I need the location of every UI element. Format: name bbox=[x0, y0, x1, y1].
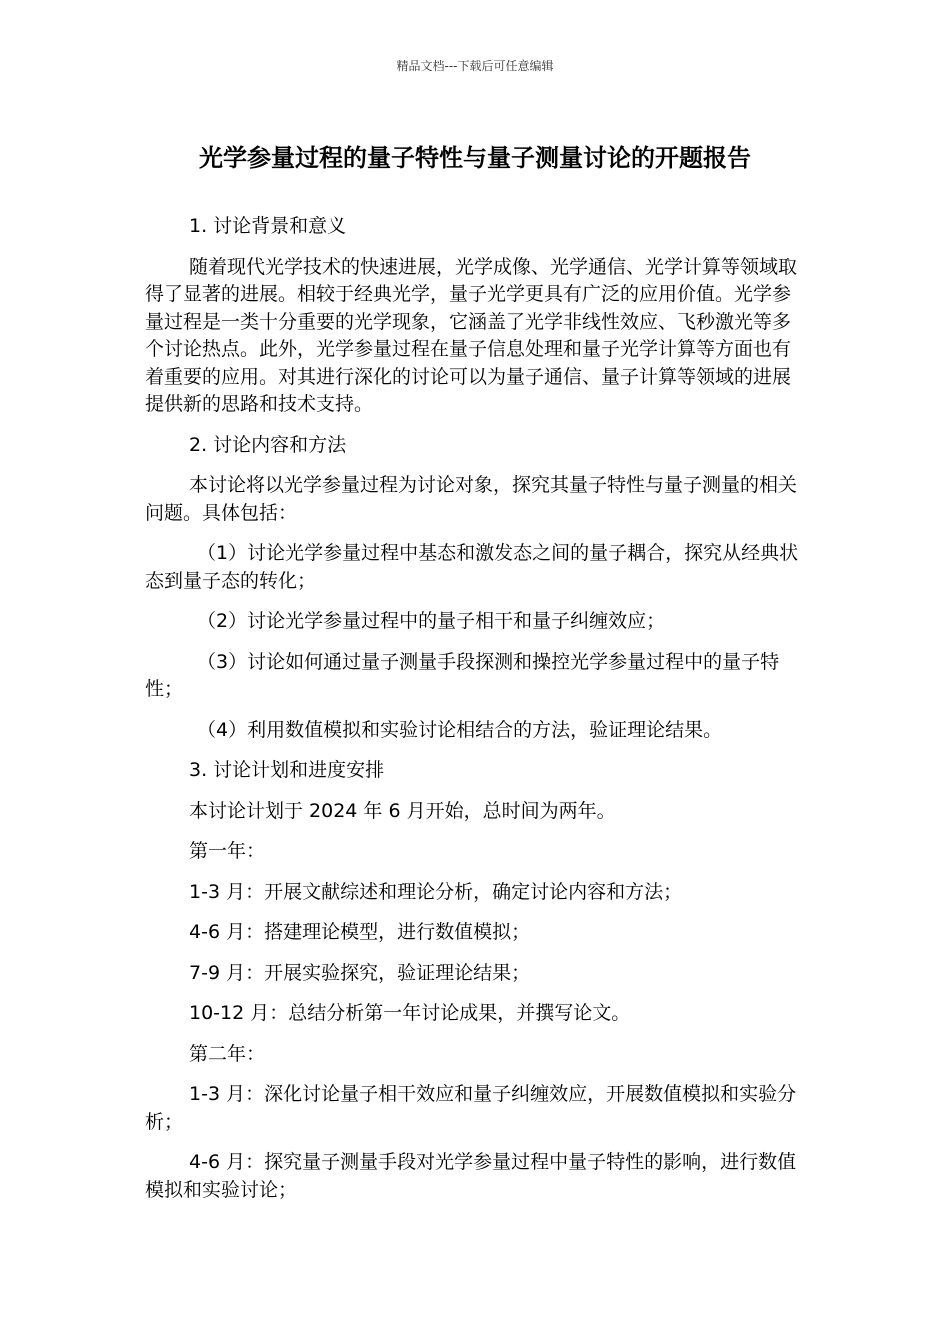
year-one-q3: 7-9 月：开展实验探究，验证理论结果； bbox=[189, 961, 531, 984]
paragraph-background: 随着现代光学技术的快速进展，光学成像、光学通信、光学计算等领域取得了显著的进展。相较于经典光学，量子光学更具有广泛的应用价值。光学参量过程是一类十分重要的光学现象，它涵盖了光学非线性效应、飞秒激光等多个讨论热点。此外，光学参量过程在量子信息处理和量子光学计算等方面也有着重要的应用。对其进行深化的讨论可以为量子通信、量子计算等领域的进展提供新的思路和技术支持。 bbox=[145, 255, 798, 415]
list-item-4: （4）利用数值模拟和实验讨论相结合的方法，验证理论结果。 bbox=[197, 718, 723, 741]
year-one-q4: 10-12 月：总结分析第一年讨论成果，并撰写论文。 bbox=[189, 1002, 631, 1024]
year-two-label: 第二年： bbox=[189, 1042, 266, 1065]
paragraph-schedule-intro: 本讨论计划于 2024 年 6 月开始，总时间为两年。 bbox=[189, 799, 616, 822]
header-note: 精品文档---下载后可任意编辑 bbox=[396, 59, 554, 73]
section-heading-content-methods: 2. 讨论内容和方法 bbox=[189, 433, 347, 456]
document-body bbox=[145, 213, 809, 1217]
section-heading-schedule: 3. 讨论计划和进度安排 bbox=[189, 759, 385, 781]
list-item-2: （2）讨论光学参量过程中的量子相干和量子纠缠效应； bbox=[197, 610, 666, 632]
year-one-label: 第一年： bbox=[189, 840, 266, 862]
list-item-1: （1）讨论光学参量过程中基态和激发态之间的量子耦合，探究从经典状态到量子态的转化； bbox=[145, 542, 799, 592]
list-item-3: （3）讨论如何通过量子测量手段探测和操控光学参量过程中的量子特性； bbox=[145, 650, 780, 700]
section-heading-background: 1. 讨论背景和意义 bbox=[189, 215, 347, 237]
paragraph-content-intro: 本讨论将以光学参量过程为讨论对象，探究其量子特性与量子测量的相关问题。具体包括： bbox=[145, 474, 798, 524]
year-two-q1: 1-3 月：深化讨论量子相干效应和量子纠缠效应，开展数值模拟和实验分析； bbox=[145, 1083, 797, 1133]
document-title: 光学参量过程的量子特性与量子测量讨论的开题报告 bbox=[199, 144, 751, 172]
year-two-q2: 4-6 月：探究量子测量手段对光学参量过程中量子特性的影响，进行数值模拟和实验讨论； bbox=[145, 1151, 797, 1201]
year-one-q1: 1-3 月：开展文献综述和理论分析，确定讨论内容和方法； bbox=[189, 880, 683, 903]
year-one-q2: 4-6 月：搭建理论模型，进行数值模拟； bbox=[189, 921, 531, 943]
